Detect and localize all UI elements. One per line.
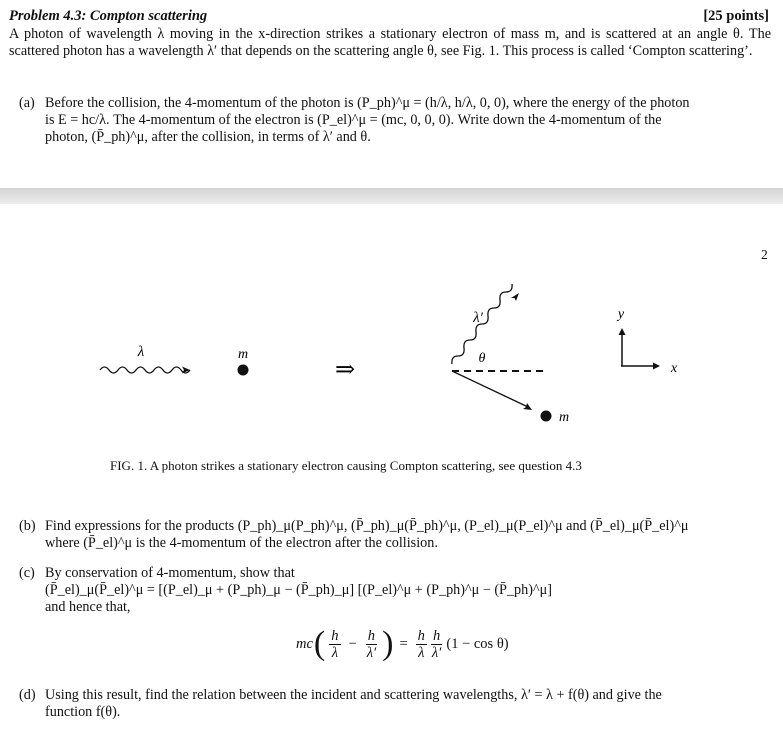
part-a-line-3: photon, (P̄_ph)^μ, after the collision, in terms of λ′ and θ.	[45, 129, 371, 145]
part-c	[19, 565, 771, 616]
part-b-label: (b)	[19, 518, 36, 534]
problem-intro: A photon of wavelength λ moving in the x-direction strikes a stationary electron of mass m, and is scattered at an angle θ. The scattered photon has a wavelength λ′ that depends on the scattering angle θ, see Fig. 1. This process is called ‘Compton scattering’.	[9, 26, 771, 59]
eq-frac-h-lambda-rhs: $\frac{h}{\lambda}$	[417, 627, 425, 661]
eq-lhs-coef: mc	[296, 635, 313, 652]
eq-frac-h-lambda-prime: $\frac{h}{\lambda'}$	[366, 627, 377, 661]
electron-dot	[238, 365, 249, 376]
page-2	[0, 204, 783, 730]
axis-x-label: x	[670, 361, 678, 376]
part-c-label: (c)	[19, 565, 35, 581]
eq-tail: (1 − cos θ)	[446, 635, 509, 652]
part-b	[19, 518, 771, 552]
recoil-electron-label: m	[558, 410, 570, 425]
axis-y-arrowhead	[619, 328, 626, 335]
part-a-line-1: Before the collision, the 4-momentum of the photon is (P_ph)^μ = (h/λ, h/λ, 0, 0), where the energy of the photon	[45, 95, 690, 111]
part-d	[19, 687, 771, 721]
part-a	[19, 95, 771, 146]
incoming-photon-wave	[100, 367, 190, 373]
eq-frac-h-lambda: $\frac{h}{\lambda}$	[331, 627, 339, 661]
compton-figure	[0, 204, 783, 454]
page-number: 2	[761, 247, 768, 262]
page-gap	[0, 188, 783, 204]
eq-open-paren: (	[313, 625, 326, 662]
electron-label: m	[237, 347, 249, 362]
lambda-out-label: λ′	[473, 310, 483, 326]
part-b-line-1: Find expressions for the products (P_ph)_μ(P_ph)^μ, (P̄_ph)_μ(P̄_ph)^μ, (P_el)_μ(P_el)^μ and (P̄_el)_μ(P̄_el)^μ	[45, 518, 689, 534]
eq-close-paren: )	[382, 625, 394, 662]
problem-header	[9, 8, 769, 26]
eq-minus: −	[348, 635, 357, 652]
part-c-line-3: and hence that,	[45, 599, 131, 615]
recoil-electron-arrowhead	[523, 403, 532, 410]
part-d-line-2: function f(θ).	[45, 704, 121, 720]
part-a-label: (a)	[19, 95, 35, 111]
eq-frac-h-lambda-prime-rhs: $\frac{h}{\lambda'}$	[431, 627, 442, 661]
recoil-electron-dot	[541, 411, 552, 422]
part-c-line-1: By conservation of 4-momentum, show that	[45, 565, 295, 581]
implies-arrow: ⇒	[334, 355, 356, 383]
theta-label: θ	[478, 351, 486, 366]
figure-caption: FIG. 1. A photon strikes a stationary electron causing Compton scattering, see question 4.3	[110, 458, 582, 473]
part-d-line-1: Using this result, find the relation between the incident and scattering wavelengths, λ′ = λ + f(θ) and give the	[45, 687, 662, 703]
problem-points: [25 points]	[703, 8, 769, 24]
recoil-electron-line	[452, 371, 528, 407]
compton-equation	[296, 622, 509, 666]
part-c-line-2: (P̄_el)_μ(P̄_el)^μ = [(P_el)_μ + (P_ph)_μ − (P̄_ph)_μ] [(P_el)^μ + (P_ph)^μ − (P̄_ph)^μ]	[45, 582, 552, 598]
axis-y-label: y	[617, 307, 625, 322]
scattered-photon-arrowhead	[511, 293, 519, 301]
page-1	[0, 0, 783, 188]
lambda-in-label: λ	[137, 344, 145, 360]
axis-x-arrowhead	[653, 363, 660, 370]
part-a-line-2: is E = hc/λ. The 4-momentum of the electron is (P_el)^μ = (mc, 0, 0, 0). Write down the 4-momentum of the	[45, 112, 662, 128]
part-d-label: (d)	[19, 687, 36, 703]
eq-equals: =	[399, 635, 408, 652]
part-b-line-2: where (P̄_el)^μ is the 4-momentum of the electron after the collision.	[45, 535, 438, 551]
problem-title: Problem 4.3: Compton scattering	[9, 8, 208, 24]
